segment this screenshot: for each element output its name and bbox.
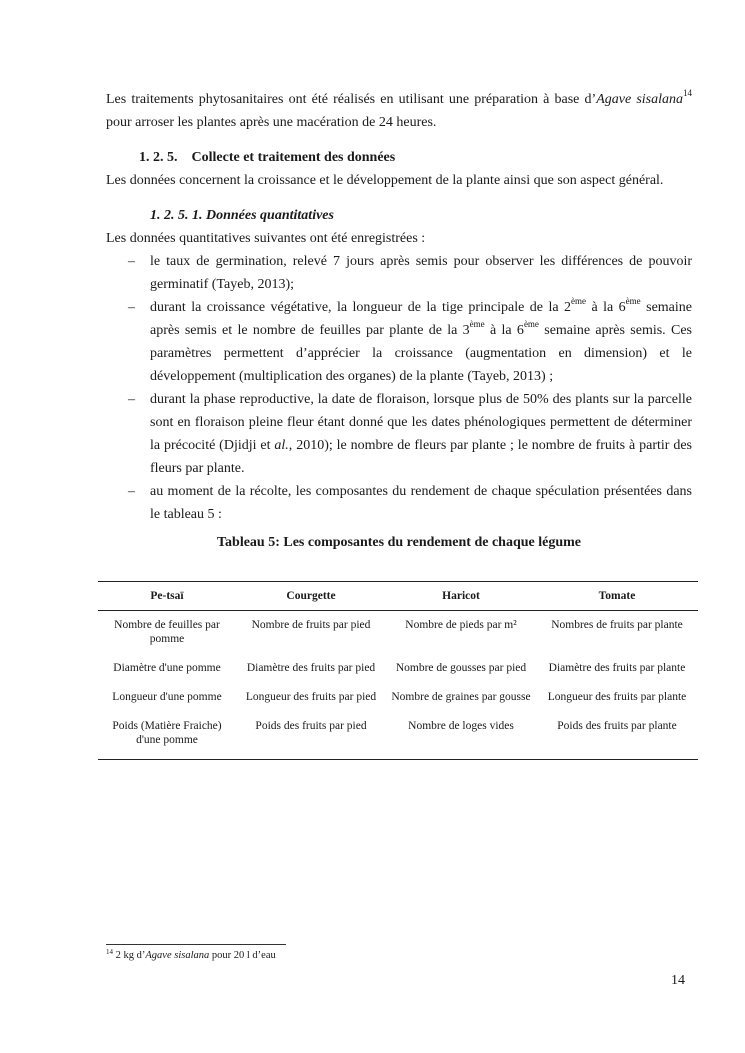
table-cell: Diamètre des fruits par pied [246,662,376,674]
dash-marker: – [128,484,135,499]
table-caption: Tableau 5: Les composantes du rendement de chaque légume [216,535,582,550]
list-item: – durant la croissance végétative, la longueur de la tige principale de la 2ème à la 6ème semaine après semis et le nombre de feuilles par plante de la 3ème à la 6ème semaine après semis. Ces paramètres permettent d’apprécier la croissance (augmentation en dimension) et le développement (multiplication des organes) de la plante (Tayeb, 2013) ; [128,296,692,384]
list-item: – durant la phase reproductive, la date de floraison, lorsque plus de 50% des plants sur la parcelle sont en floraison pleine fleur étant donné que les dates phénologiques permettent de déterminer la précocité (Djidji et al., 2010); le nombre de fleurs par plante ; le nombre de fruits à partir des fleurs par plante. [106,388,692,480]
page-number: 14 [671,973,685,988]
table-row [98,712,698,760]
intro-paragraph: Les traitements phytosanitaires ont été réalisés en utilisant une préparation à base d’Agave sisalana$^{14}$ pour arroser les plantes après une macération de 24 heures. [106,88,692,130]
species-name: Agave sisalana [596,92,683,107]
table-cell: Nombre de pieds par m² [405,619,517,631]
subsection-heading: 1. 2. 5. 1. Données quantitatives [150,208,334,223]
page-body [106,88,692,554]
footnote: $^{14}$ 2 kg d’Agave sisalana pour 20 l d’eau [106,948,276,961]
table-cell: Nombre de graines par gousse [391,691,531,703]
table-cell: Poids (Matière Fraiche) d'une pomme [98,712,236,760]
table-cell: Nombre de feuilles par pomme [114,619,220,645]
table-cell: Poids des fruits par pied [236,712,386,760]
list-item: – le taux de germination, relevé 7 jours après semis pour observer les différences de pouvoir germinatif (Tayeb, 2013); [106,250,692,296]
list-item: – au moment de la récolte, les composantes du rendement de chaque spéculation présentées dans le tableau 5 : [106,480,692,526]
footnote-divider [106,944,286,945]
table-cell: Nombre de fruits par pied [251,619,371,631]
dash-marker: – [128,392,135,407]
column-header: Pe-tsaï [98,582,236,611]
table-cell: Poids des fruits par plante [536,712,698,760]
table-cell: Nombres de fruits par plante [551,619,683,631]
section-body: Les données concernent la croissance et le développement de la plante ainsi que son aspect général. [106,173,664,188]
table-cell: Diamètre des fruits par plante [548,662,686,674]
column-header: Haricot [386,582,536,611]
column-header: Courgette [236,582,386,611]
subsection-lead: Les données quantitatives suivantes ont été enregistrées : [106,231,426,246]
table-header-row [98,582,698,611]
table-cell: Longueur d'une pomme [112,691,222,703]
table-row [98,611,698,655]
table-cell: Nombre de loges vides [386,712,536,760]
table-cell: Nombre de gousses par pied [395,662,527,674]
column-header: Tomate [536,582,698,611]
table-cell: Diamètre d'une pomme [113,662,221,674]
table-cell: Longueur des fruits par plante [547,691,687,703]
footnote-ref[interactable]: 14 [683,88,692,98]
dash-marker: – [128,254,135,269]
table-cell: Longueur des fruits par pied [245,691,377,703]
data-list [106,250,692,526]
table-row [98,683,698,712]
table-row [98,654,698,683]
section-heading: 1. 2. 5. Collecte et traitement des données [139,150,396,165]
dash-marker: – [128,300,135,315]
yield-components-table [98,581,698,760]
footnote-number: 14 [106,948,113,956]
